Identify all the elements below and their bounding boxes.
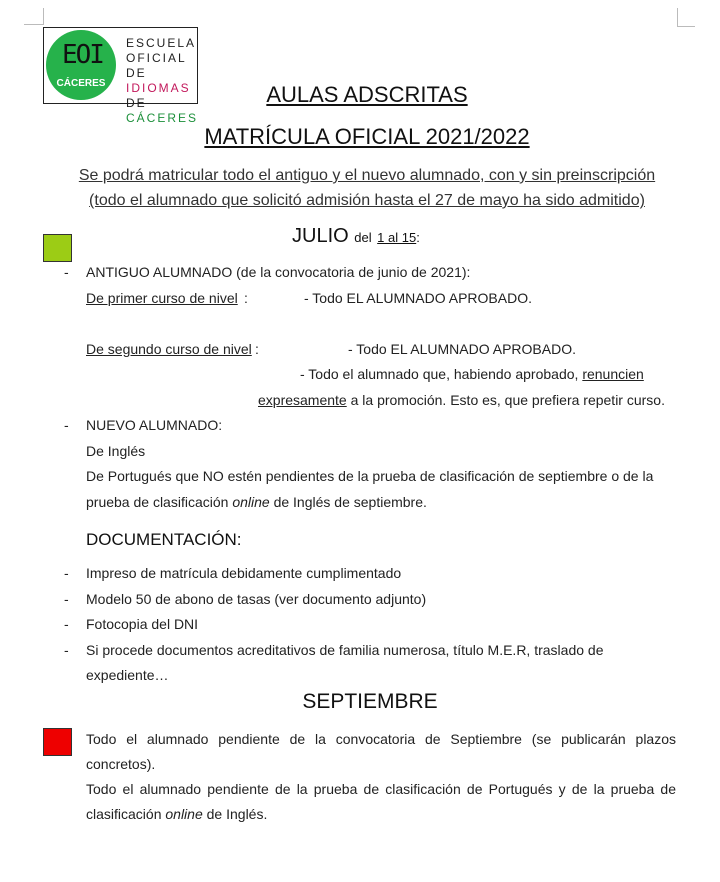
doc-item: Impreso de matrícula debidamente cumplimentado	[86, 565, 402, 581]
antiguo-alumnado: ANTIGUO ALUMNADO (de la convocatoria de junio de 2021):	[86, 264, 471, 280]
renuncia-line-2: expresamente a la promoción. Esto es, que prefiera repetir curso.	[258, 392, 665, 408]
colon: :	[244, 290, 248, 306]
crop-mark	[24, 24, 44, 25]
logo-city: CÁCERES	[56, 78, 106, 89]
page-subtitle: MATRÍCULA OFICIAL 2021/2022	[204, 124, 530, 149]
septiembre-heading: SEPTIEMBRE	[302, 690, 438, 713]
logo-mark: EOI	[62, 40, 103, 70]
septiembre-paragraph-1: Todo el alumnado pendiente de la convocatoria de Septiembre (se publicarán plazos concretos).	[86, 731, 676, 772]
renuncia-line-1: - Todo el alumnado que, habiendo aprobado, renuncien	[300, 366, 644, 382]
logo-line: OFICIAL	[126, 51, 187, 65]
bullet-dash: -	[64, 591, 69, 607]
page-title: AULAS ADSCRITAS	[266, 82, 468, 107]
intro-text	[0, 163, 720, 213]
second-course-label: De segundo curso de nivel	[86, 341, 252, 357]
second-course-value: - Todo EL ALUMNADO APROBADO.	[348, 341, 576, 357]
first-course-label: De primer curso de nivel	[86, 290, 238, 306]
nuevo-alumnado: NUEVO ALUMNADO:	[86, 417, 223, 433]
doc-item-cont: expediente…	[86, 667, 169, 683]
doc-item: Fotocopia del DNI	[86, 616, 199, 632]
documentacion-heading: DOCUMENTACIÓN:	[86, 530, 242, 549]
bullet-dash: -	[64, 264, 69, 280]
bullet-dash: -	[64, 417, 69, 433]
nuevo-portugues: De Portugués que NO estén pendientes de la prueba de clasificación de septiembre o de la	[86, 468, 654, 484]
bullet-dash: -	[64, 642, 69, 658]
colon: :	[255, 341, 259, 357]
crop-mark	[677, 26, 695, 27]
logo-line: ESCUELA	[126, 36, 197, 50]
red-square-icon	[43, 728, 72, 756]
doc-item: Si procede documentos acreditativos de familia numerosa, título M.E.R, traslado de	[86, 642, 604, 658]
intro-line: Se podrá matricular todo el antiguo y el nuevo alumnado, con y sin preinscripción	[78, 167, 656, 184]
logo-line: DE IDIOMAS	[126, 66, 191, 95]
bullet-dash: -	[64, 565, 69, 581]
bullet-dash: -	[64, 616, 69, 632]
logo-line: DE CÁCERES	[126, 96, 199, 125]
julio-heading: JULIO del 1 al 15:	[292, 225, 420, 247]
septiembre-paragraph-2: Todo el alumnado pendiente de la prueba de clasificación de Portugués y de la prueba de clasificación online de Inglés.	[86, 781, 676, 822]
crop-mark	[43, 8, 44, 25]
logo-text	[126, 36, 198, 126]
doc-item: Modelo 50 de abono de tasas (ver documento adjunto)	[86, 591, 427, 607]
intro-line: (todo el alumnado que solicitó admisión hasta el 27 de mayo ha sido admitido)	[89, 192, 645, 209]
nuevo-ingles: De Inglés	[86, 443, 146, 459]
green-square-icon	[43, 234, 72, 262]
nuevo-portugues-cont: prueba de clasificación online de Inglés de septiembre.	[86, 494, 427, 510]
crop-mark	[677, 8, 678, 26]
first-course-value: - Todo EL ALUMNADO APROBADO.	[304, 290, 532, 306]
